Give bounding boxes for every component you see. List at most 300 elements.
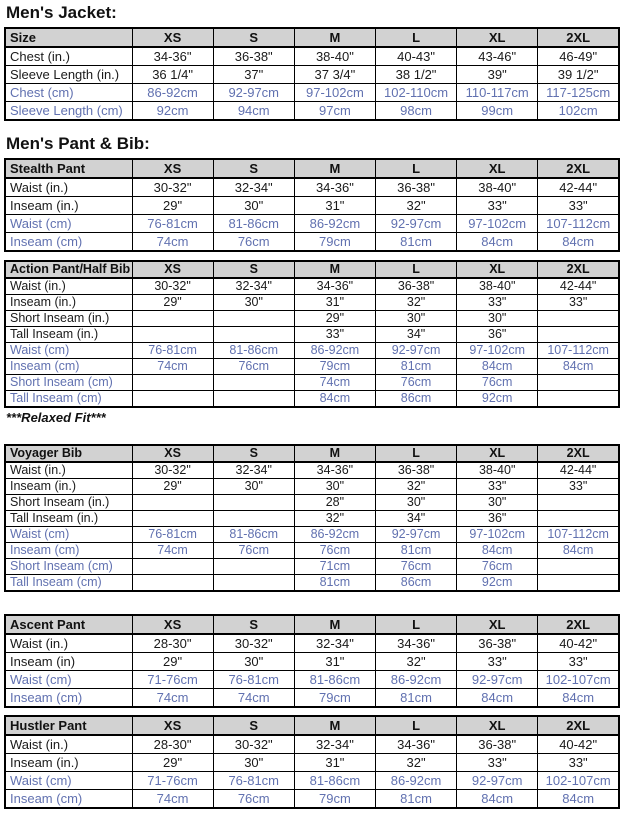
size-column-header: XS — [132, 716, 213, 735]
size-value-cell: 39 1/2" — [538, 66, 619, 84]
size-column-header: 2XL — [538, 159, 619, 178]
size-value-cell — [538, 559, 619, 575]
row-label: Inseam (cm) — [5, 790, 132, 809]
size-value-cell: 29" — [132, 754, 213, 772]
size-value-cell: 42-44" — [538, 278, 619, 295]
size-value-cell: 71cm — [294, 559, 375, 575]
size-value-cell: 117-125cm — [538, 84, 619, 102]
size-column-header: 2XL — [538, 28, 619, 47]
row-label: Waist (cm) — [5, 772, 132, 790]
size-value-cell — [538, 311, 619, 327]
row-label: Short Inseam (cm) — [5, 559, 132, 575]
size-value-cell: 37 3/4" — [294, 66, 375, 84]
size-column-header: S — [213, 445, 294, 462]
size-column-header: L — [375, 28, 456, 47]
size-column-header: 2XL — [538, 445, 619, 462]
size-column-header: S — [213, 716, 294, 735]
size-value-cell: 97-102cm — [457, 343, 538, 359]
size-value-cell: 84cm — [294, 391, 375, 408]
size-value-cell: 76cm — [457, 375, 538, 391]
size-value-cell: 36" — [457, 327, 538, 343]
size-value-cell: 97-102cm — [457, 527, 538, 543]
table-row — [5, 278, 619, 295]
table-row — [5, 215, 619, 233]
size-value-cell: 102-107cm — [538, 671, 619, 689]
row-label: Waist (cm) — [5, 215, 132, 233]
size-column-header: L — [375, 159, 456, 178]
size-value-cell: 86-92cm — [294, 527, 375, 543]
table-row — [5, 197, 619, 215]
table-row — [5, 653, 619, 671]
size-value-cell: 33" — [538, 653, 619, 671]
size-value-cell: 30" — [375, 495, 456, 511]
size-value-cell — [538, 511, 619, 527]
size-value-cell: 40-43" — [375, 47, 456, 66]
size-value-cell: 39" — [457, 66, 538, 84]
table-header-row — [5, 716, 619, 735]
row-label: Inseam (in.) — [5, 479, 132, 495]
size-value-cell: 102-110cm — [375, 84, 456, 102]
size-value-cell: 32" — [375, 197, 456, 215]
size-value-cell: 76cm — [213, 543, 294, 559]
size-value-cell: 110-117cm — [457, 84, 538, 102]
size-table-voyager-bib — [4, 444, 620, 592]
size-value-cell: 34-36" — [294, 178, 375, 197]
size-value-cell: 33" — [538, 479, 619, 495]
size-value-cell — [213, 495, 294, 511]
size-value-cell: 74cm — [132, 790, 213, 809]
size-value-cell: 33" — [457, 295, 538, 311]
size-column-header: XS — [132, 615, 213, 634]
row-label: Waist (in.) — [5, 278, 132, 295]
size-value-cell: 34-36" — [375, 634, 456, 653]
size-value-cell: 34" — [375, 511, 456, 527]
size-value-cell — [213, 575, 294, 592]
size-value-cell: 33" — [457, 197, 538, 215]
table-row — [5, 84, 619, 102]
row-label: Inseam (in.) — [5, 754, 132, 772]
size-column-header: M — [294, 615, 375, 634]
size-value-cell: 84cm — [457, 359, 538, 375]
size-column-header: S — [213, 261, 294, 278]
row-label: Inseam (in.) — [5, 197, 132, 215]
size-value-cell: 32-34" — [294, 634, 375, 653]
table-header-row — [5, 615, 619, 634]
table-row — [5, 295, 619, 311]
table-row — [5, 511, 619, 527]
size-value-cell: 92cm — [457, 575, 538, 592]
size-column-header: XL — [457, 159, 538, 178]
size-value-cell: 31" — [294, 653, 375, 671]
size-value-cell: 36-38" — [375, 178, 456, 197]
row-label: Chest (cm) — [5, 84, 132, 102]
size-value-cell: 32" — [375, 754, 456, 772]
table-row — [5, 343, 619, 359]
size-table-hustler-pant — [4, 715, 620, 809]
size-value-cell — [213, 559, 294, 575]
table-header-row — [5, 159, 619, 178]
size-value-cell — [213, 311, 294, 327]
size-value-cell: 46-49" — [538, 47, 619, 66]
size-value-cell: 76-81cm — [132, 527, 213, 543]
size-value-cell: 34-36" — [294, 278, 375, 295]
size-column-header: L — [375, 716, 456, 735]
size-value-cell: 74cm — [294, 375, 375, 391]
row-label: Inseam (cm) — [5, 233, 132, 252]
size-value-cell: 30" — [457, 311, 538, 327]
table-row — [5, 375, 619, 391]
table-row — [5, 559, 619, 575]
size-table-action-pant-half-bib — [4, 260, 620, 408]
size-value-cell: 84cm — [538, 543, 619, 559]
row-label: Tall Inseam (cm) — [5, 575, 132, 592]
size-value-cell: 30" — [213, 479, 294, 495]
table-row — [5, 634, 619, 653]
table-row — [5, 754, 619, 772]
relaxed-fit-note: ***Relaxed Fit*** — [6, 410, 106, 425]
size-value-cell: 97-102cm — [294, 84, 375, 102]
size-value-cell — [213, 327, 294, 343]
hustler-pant-table-holder — [4, 715, 620, 809]
size-value-cell: 92cm — [457, 391, 538, 408]
size-value-cell — [538, 575, 619, 592]
table-row — [5, 790, 619, 809]
size-value-cell: 84cm — [538, 359, 619, 375]
size-value-cell: 31" — [294, 295, 375, 311]
size-value-cell: 86-92cm — [294, 343, 375, 359]
size-value-cell: 76cm — [294, 543, 375, 559]
size-value-cell — [538, 375, 619, 391]
size-value-cell: 34-36" — [294, 462, 375, 479]
size-value-cell: 30-32" — [213, 735, 294, 754]
size-value-cell: 30" — [375, 311, 456, 327]
size-value-cell: 34" — [375, 327, 456, 343]
size-value-cell: 92-97cm — [375, 215, 456, 233]
size-value-cell: 107-112cm — [538, 343, 619, 359]
size-value-cell: 79cm — [294, 790, 375, 809]
size-value-cell: 36-38" — [375, 462, 456, 479]
row-label: Waist (cm) — [5, 671, 132, 689]
size-value-cell: 81-86cm — [294, 671, 375, 689]
size-value-cell: 30" — [213, 653, 294, 671]
table-title-cell: Hustler Pant — [5, 716, 132, 735]
size-value-cell: 29" — [132, 197, 213, 215]
size-value-cell: 76-81cm — [132, 343, 213, 359]
size-value-cell: 74cm — [132, 359, 213, 375]
size-value-cell: 29" — [132, 653, 213, 671]
size-value-cell — [132, 575, 213, 592]
size-value-cell: 81-86cm — [213, 215, 294, 233]
size-value-cell: 71-76cm — [132, 772, 213, 790]
size-value-cell: 99cm — [457, 102, 538, 121]
size-value-cell: 30" — [213, 754, 294, 772]
size-table-mens-jacket — [4, 27, 620, 121]
size-value-cell: 92-97cm — [375, 343, 456, 359]
size-value-cell — [213, 375, 294, 391]
table-header-row — [5, 261, 619, 278]
table-row — [5, 102, 619, 121]
size-column-header: 2XL — [538, 615, 619, 634]
size-value-cell — [132, 375, 213, 391]
size-value-cell: 102cm — [538, 102, 619, 121]
size-value-cell: 84cm — [457, 790, 538, 809]
row-label: Sleeve Length (in.) — [5, 66, 132, 84]
table-row — [5, 735, 619, 754]
size-value-cell: 92-97cm — [213, 84, 294, 102]
row-label: Chest (in.) — [5, 47, 132, 66]
size-value-cell: 33" — [457, 479, 538, 495]
size-value-cell: 32-34" — [294, 735, 375, 754]
size-value-cell: 30-32" — [132, 178, 213, 197]
size-value-cell: 32-34" — [213, 278, 294, 295]
table-row — [5, 479, 619, 495]
size-value-cell: 33" — [538, 754, 619, 772]
size-value-cell: 30-32" — [213, 634, 294, 653]
size-value-cell: 81-86cm — [213, 527, 294, 543]
size-column-header: XS — [132, 159, 213, 178]
size-value-cell: 76-81cm — [213, 772, 294, 790]
size-column-header: M — [294, 261, 375, 278]
size-column-header: M — [294, 716, 375, 735]
size-column-header: S — [213, 615, 294, 634]
size-column-header: XS — [132, 261, 213, 278]
size-value-cell: 30" — [294, 479, 375, 495]
size-value-cell: 38 1/2" — [375, 66, 456, 84]
size-value-cell: 84cm — [457, 689, 538, 708]
size-value-cell: 36-38" — [457, 634, 538, 653]
size-value-cell: 28-30" — [132, 634, 213, 653]
size-value-cell: 98cm — [375, 102, 456, 121]
size-value-cell: 38-40" — [457, 178, 538, 197]
table-row — [5, 495, 619, 511]
size-column-header: XL — [457, 261, 538, 278]
size-value-cell: 36 1/4" — [132, 66, 213, 84]
size-value-cell: 38-40" — [457, 462, 538, 479]
row-label: Inseam (in.) — [5, 295, 132, 311]
size-value-cell: 43-46" — [457, 47, 538, 66]
pant-section-title: Men's Pant & Bib: — [6, 134, 150, 153]
size-value-cell: 30" — [457, 495, 538, 511]
table-title-cell: Ascent Pant — [5, 615, 132, 634]
size-column-header: L — [375, 445, 456, 462]
size-value-cell: 79cm — [294, 689, 375, 708]
table-title-cell: Voyager Bib — [5, 445, 132, 462]
size-value-cell: 79cm — [294, 359, 375, 375]
table-row — [5, 689, 619, 708]
size-value-cell: 81cm — [375, 543, 456, 559]
size-value-cell: 40-42" — [538, 735, 619, 754]
size-value-cell: 76cm — [457, 559, 538, 575]
size-column-header: XL — [457, 615, 538, 634]
size-value-cell: 74cm — [132, 543, 213, 559]
action-pant-half-bib-table-holder — [4, 260, 620, 408]
row-label: Short Inseam (cm) — [5, 375, 132, 391]
size-value-cell: 92-97cm — [375, 527, 456, 543]
table-title-cell: Size — [5, 28, 132, 47]
size-column-header: XS — [132, 28, 213, 47]
row-label: Short Inseam (in.) — [5, 495, 132, 511]
size-value-cell: 71-76cm — [132, 671, 213, 689]
size-value-cell: 81cm — [375, 689, 456, 708]
table-header-row — [5, 28, 619, 47]
size-value-cell: 33" — [457, 653, 538, 671]
table-row — [5, 527, 619, 543]
size-value-cell: 38-40" — [294, 47, 375, 66]
size-column-header: XL — [457, 28, 538, 47]
size-value-cell: 84cm — [457, 543, 538, 559]
row-label: Inseam (cm) — [5, 359, 132, 375]
size-value-cell — [213, 391, 294, 408]
size-value-cell — [132, 495, 213, 511]
size-value-cell: 76cm — [213, 790, 294, 809]
size-value-cell: 28-30" — [132, 735, 213, 754]
size-value-cell: 84cm — [538, 790, 619, 809]
size-value-cell: 86cm — [375, 575, 456, 592]
size-column-header: XL — [457, 445, 538, 462]
size-value-cell: 33" — [457, 754, 538, 772]
size-value-cell: 81cm — [375, 359, 456, 375]
size-value-cell: 86cm — [375, 391, 456, 408]
size-column-header: S — [213, 28, 294, 47]
size-value-cell: 74cm — [213, 689, 294, 708]
size-value-cell: 34-36" — [375, 735, 456, 754]
size-value-cell: 33" — [538, 295, 619, 311]
size-value-cell: 31" — [294, 197, 375, 215]
row-label: Waist (cm) — [5, 527, 132, 543]
size-value-cell: 86-92cm — [375, 671, 456, 689]
size-value-cell: 36-38" — [375, 278, 456, 295]
table-row — [5, 66, 619, 84]
size-value-cell: 33" — [538, 197, 619, 215]
size-value-cell: 76-81cm — [132, 215, 213, 233]
row-label: Waist (cm) — [5, 343, 132, 359]
table-row — [5, 311, 619, 327]
size-value-cell: 76cm — [213, 233, 294, 252]
size-value-cell: 30-32" — [132, 462, 213, 479]
mens-jacket-table-holder — [4, 27, 620, 121]
size-value-cell: 97-102cm — [457, 215, 538, 233]
table-row — [5, 178, 619, 197]
size-value-cell: 29" — [132, 295, 213, 311]
size-value-cell: 81cm — [375, 790, 456, 809]
size-value-cell — [132, 391, 213, 408]
size-value-cell: 94cm — [213, 102, 294, 121]
table-row — [5, 391, 619, 408]
table-row — [5, 462, 619, 479]
size-column-header: 2XL — [538, 261, 619, 278]
size-value-cell: 97cm — [294, 102, 375, 121]
size-value-cell: 42-44" — [538, 462, 619, 479]
size-value-cell: 30" — [213, 197, 294, 215]
size-value-cell: 31" — [294, 754, 375, 772]
size-value-cell: 86-92cm — [132, 84, 213, 102]
size-column-header: 2XL — [538, 716, 619, 735]
size-value-cell: 36" — [457, 511, 538, 527]
size-value-cell: 84cm — [457, 233, 538, 252]
size-value-cell: 84cm — [538, 233, 619, 252]
row-label: Inseam (in) — [5, 653, 132, 671]
size-value-cell: 92-97cm — [457, 671, 538, 689]
row-label: Waist (in.) — [5, 735, 132, 754]
row-label: Tall Inseam (in.) — [5, 327, 132, 343]
size-value-cell: 92cm — [132, 102, 213, 121]
table-row — [5, 575, 619, 592]
table-row — [5, 233, 619, 252]
size-value-cell: 92-97cm — [457, 772, 538, 790]
size-column-header: XL — [457, 716, 538, 735]
size-table-stealth-pant — [4, 158, 620, 252]
size-value-cell: 86-92cm — [294, 215, 375, 233]
size-value-cell: 84cm — [538, 689, 619, 708]
size-value-cell: 81-86cm — [213, 343, 294, 359]
table-title-cell: Action Pant/Half Bib — [5, 261, 132, 278]
size-value-cell: 107-112cm — [538, 215, 619, 233]
size-column-header: M — [294, 445, 375, 462]
size-value-cell: 38-40" — [457, 278, 538, 295]
size-value-cell: 81cm — [375, 233, 456, 252]
size-value-cell: 37" — [213, 66, 294, 84]
row-label: Tall Inseam (in.) — [5, 511, 132, 527]
size-value-cell — [132, 311, 213, 327]
row-label: Sleeve Length (cm) — [5, 102, 132, 121]
stealth-pant-table-holder — [4, 158, 620, 252]
size-value-cell: 81cm — [294, 575, 375, 592]
size-value-cell: 32" — [375, 653, 456, 671]
size-value-cell: 79cm — [294, 233, 375, 252]
size-value-cell: 29" — [294, 311, 375, 327]
size-value-cell: 74cm — [132, 233, 213, 252]
size-value-cell: 76cm — [375, 375, 456, 391]
size-value-cell: 30-32" — [132, 278, 213, 295]
size-value-cell — [132, 511, 213, 527]
table-row — [5, 671, 619, 689]
size-value-cell: 28" — [294, 495, 375, 511]
table-row — [5, 327, 619, 343]
size-column-header: M — [294, 159, 375, 178]
row-label: Tall Inseam (cm) — [5, 391, 132, 408]
table-row — [5, 772, 619, 790]
size-column-header: M — [294, 28, 375, 47]
size-column-header: S — [213, 159, 294, 178]
size-value-cell: 36-38" — [457, 735, 538, 754]
size-value-cell: 40-42" — [538, 634, 619, 653]
size-column-header: L — [375, 261, 456, 278]
size-value-cell — [538, 495, 619, 511]
size-value-cell: 32" — [294, 511, 375, 527]
size-value-cell: 74cm — [132, 689, 213, 708]
size-value-cell: 32" — [375, 479, 456, 495]
size-value-cell: 33" — [294, 327, 375, 343]
row-label: Waist (in.) — [5, 178, 132, 197]
table-row — [5, 543, 619, 559]
size-value-cell: 81-86cm — [294, 772, 375, 790]
size-value-cell: 29" — [132, 479, 213, 495]
size-value-cell: 34-36" — [132, 47, 213, 66]
row-label: Waist (in.) — [5, 462, 132, 479]
size-value-cell: 86-92cm — [375, 772, 456, 790]
row-label: Short Inseam (in.) — [5, 311, 132, 327]
size-value-cell — [213, 511, 294, 527]
size-value-cell — [132, 327, 213, 343]
size-table-ascent-pant — [4, 614, 620, 708]
size-value-cell: 32-34" — [213, 178, 294, 197]
size-value-cell: 107-112cm — [538, 527, 619, 543]
table-row — [5, 47, 619, 66]
size-value-cell: 32-34" — [213, 462, 294, 479]
size-value-cell — [538, 327, 619, 343]
size-value-cell: 76-81cm — [213, 671, 294, 689]
size-value-cell: 102-107cm — [538, 772, 619, 790]
